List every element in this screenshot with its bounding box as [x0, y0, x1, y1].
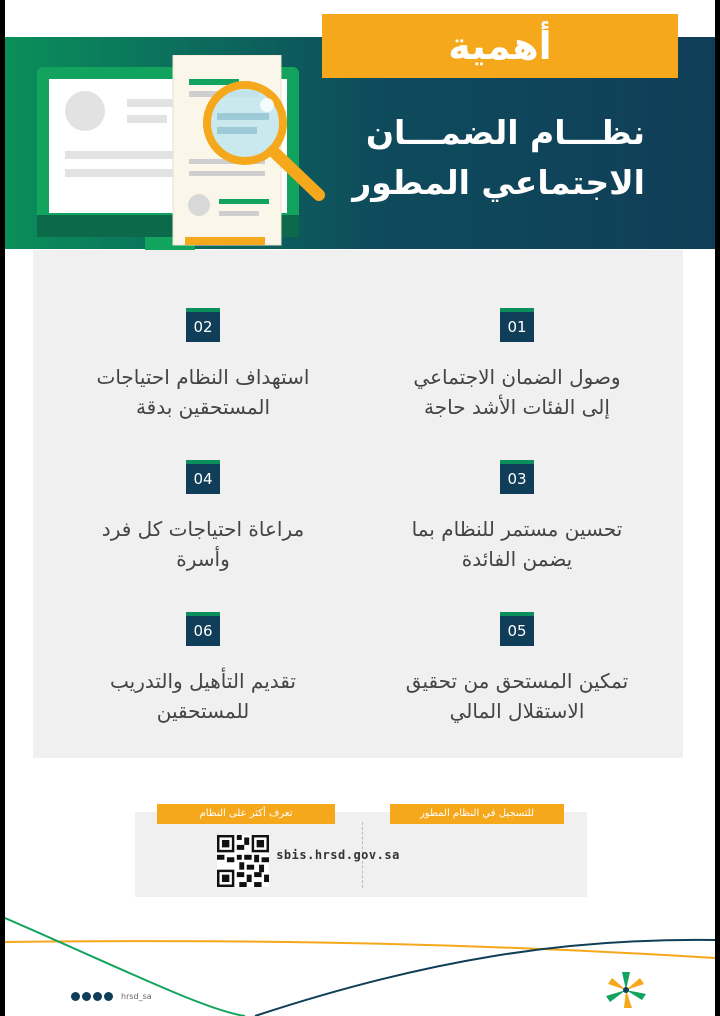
item-number-badge: 06 — [186, 612, 220, 646]
title-tab: أهمية — [322, 14, 678, 78]
item-number-badge: 01 — [500, 308, 534, 342]
page-title — [305, 108, 645, 208]
social-links — [71, 992, 152, 1001]
item-number-badge: 02 — [186, 308, 220, 342]
item-text-line-2: يضمن الفائدة — [461, 547, 573, 571]
item-text — [63, 514, 343, 574]
item-text-line-1: مراعاة احتياجات كل فرد — [101, 517, 305, 541]
qr-code-icon[interactable] — [217, 835, 269, 887]
item-text-line-1: تحسين مستمر للنظام بما — [411, 517, 623, 541]
benefit-item-02 — [63, 308, 343, 422]
benefit-item-05 — [377, 612, 657, 726]
register-label: للتسجيل في النظام المطور — [390, 804, 564, 824]
benefit-item-01 — [377, 308, 657, 422]
youtube-icon[interactable] — [93, 992, 102, 1001]
learn-more-label: تعرف أكثر على النظام — [157, 804, 335, 824]
item-text-line-2: للمستحقين — [156, 699, 250, 723]
item-text-line-1: تمكين المستحق من تحقيق — [405, 669, 629, 693]
registration-url-link[interactable]: sbis.hrsd.gov.sa — [276, 848, 400, 862]
item-text-line-1: تقديم التأهيل والتدريب — [110, 669, 296, 693]
infographic-page — [5, 0, 715, 1016]
benefit-item-04 — [63, 460, 343, 574]
benefits-panel — [33, 250, 683, 758]
twitter-icon[interactable] — [71, 992, 80, 1001]
item-text — [377, 362, 657, 422]
item-text — [63, 666, 343, 726]
benefit-item-03 — [377, 460, 657, 574]
item-text-line-1: استهداف النظام احتياجات — [96, 365, 310, 389]
item-text-line-2: المستحقين بدقة — [135, 395, 271, 419]
item-text-line-1: وصول الضمان الاجتماعي — [413, 365, 621, 389]
linkedin-icon[interactable] — [104, 992, 113, 1001]
item-number-badge: 04 — [186, 460, 220, 494]
title-line-2: الاجتماعي المطور — [352, 163, 645, 202]
item-number-badge: 05 — [500, 612, 534, 646]
item-text — [63, 362, 343, 422]
item-number-badge: 03 — [500, 460, 534, 494]
item-text-line-2: وأسرة — [176, 547, 230, 571]
item-text — [377, 666, 657, 726]
ministry-logo — [601, 968, 651, 1012]
item-text — [377, 514, 657, 574]
social-handle: hrsd_sa — [121, 992, 152, 1001]
instagram-icon[interactable] — [82, 992, 91, 1001]
item-text-line-2: الاستقلال المالي — [449, 699, 585, 723]
benefit-item-06 — [63, 612, 343, 726]
title-line-1: نظـــام الضمـــان — [365, 113, 645, 152]
item-text-line-2: إلى الفئات الأشد حاجة — [424, 395, 610, 419]
